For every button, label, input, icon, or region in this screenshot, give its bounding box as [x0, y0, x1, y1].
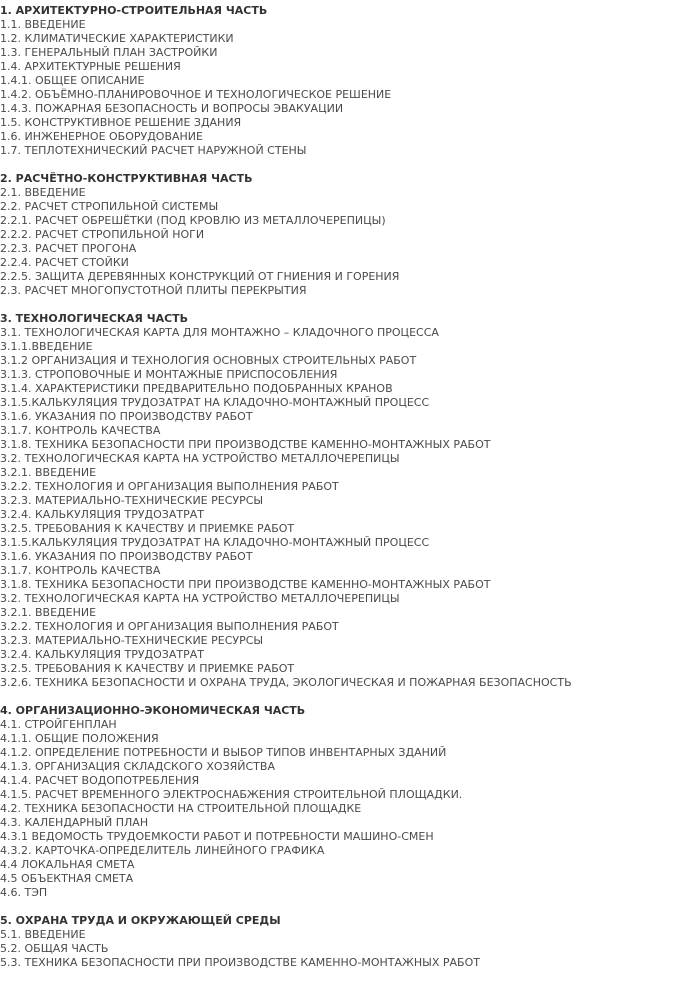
- toc-entry: 2.1. ВВЕДЕНИЕ: [0, 186, 86, 199]
- toc-entry: 2.2.2. РАСЧЕТ СТРОПИЛЬНОЙ НОГИ: [0, 228, 205, 241]
- toc-entry: 3.2.4. КАЛЬКУЛЯЦИЯ ТРУДОЗАТРАТ: [0, 648, 204, 661]
- toc-entry: 3.1.5.КАЛЬКУЛЯЦИЯ ТРУДОЗАТРАТ НА КЛАДОЧНО-МОНТАЖНЫЙ ПРОЦЕСС: [0, 536, 430, 549]
- section-heading: 5. ОХРАНА ТРУДА И ОКРУЖАЮЩЕЙ СРЕДЫ: [0, 914, 281, 927]
- toc-entry: 3.1.7. КОНТРОЛЬ КАЧЕСТВА: [0, 564, 161, 577]
- toc-entry: 4.3. КАЛЕНДАРНЫЙ ПЛАН: [0, 816, 149, 829]
- toc-entry: 1.4. АРХИТЕКТУРНЫЕ РЕШЕНИЯ: [0, 60, 181, 73]
- toc-entry: 4.1. СТРОЙГЕНПЛАН: [0, 718, 117, 731]
- toc-entry: 3.2. ТЕХНОЛОГИЧЕСКАЯ КАРТА НА УСТРОЙСТВО МЕТАЛЛОЧЕРЕПИЦЫ: [0, 592, 400, 605]
- toc-entry: 3.2.6. ТЕХНИКА БЕЗОПАСНОСТИ И ОХРАНА ТРУДА, ЭКОЛОГИЧЕСКАЯ И ПОЖАРНАЯ БЕЗОПАСНОСТЬ: [0, 676, 572, 689]
- toc-section: [0, 4, 700, 158]
- toc-entry: 4.5 ОБЪЕКТНАЯ СМЕТА: [0, 872, 134, 885]
- toc-entry: 1.4.3. ПОЖАРНАЯ БЕЗОПАСНОСТЬ И ВОПРОСЫ ЭВАКУАЦИИ: [0, 102, 344, 115]
- toc-entry: 4.3.2. КАРТОЧКА-ОПРЕДЕЛИТЕЛЬ ЛИНЕЙНОГО ГРАФИКА: [0, 844, 325, 857]
- toc-entry: 1.3. ГЕНЕРАЛЬНЫЙ ПЛАН ЗАСТРОЙКИ: [0, 46, 218, 59]
- toc-entry: 4.1.5. РАСЧЕТ ВРЕМЕННОГО ЭЛЕКТРОСНАБЖЕНИЯ СТРОИТЕЛЬНОЙ ПЛОЩАДКИ.: [0, 788, 463, 801]
- toc-entry: 2.2.3. РАСЧЕТ ПРОГОНА: [0, 242, 137, 255]
- toc-entry: 3.1.6. УКАЗАНИЯ ПО ПРОИЗВОДСТВУ РАБОТ: [0, 410, 253, 423]
- section-heading: 3. ТЕХНОЛОГИЧЕСКАЯ ЧАСТЬ: [0, 312, 189, 325]
- toc-entry: 4.6. ТЭП: [0, 886, 48, 899]
- toc-entry: 3.2.4. КАЛЬКУЛЯЦИЯ ТРУДОЗАТРАТ: [0, 508, 204, 521]
- toc-entry: 3.1.7. КОНТРОЛЬ КАЧЕСТВА: [0, 424, 161, 437]
- toc-entry: 4.1.1. ОБЩИЕ ПОЛОЖЕНИЯ: [0, 732, 159, 745]
- toc-entry: 1.4.1. ОБЩЕЕ ОПИСАНИЕ: [0, 74, 145, 87]
- toc-entry: 4.3.1 ВЕДОМОСТЬ ТРУДОЕМКОСТИ РАБОТ И ПОТРЕБНОСТИ МАШИНО-СМЕН: [0, 830, 434, 843]
- toc-entry: 2.2.5. ЗАЩИТА ДЕРЕВЯННЫХ КОНСТРУКЦИЙ ОТ ГНИЕНИЯ И ГОРЕНИЯ: [0, 270, 400, 283]
- section-heading: 2. РАСЧЁТНО-КОНСТРУКТИВНАЯ ЧАСТЬ: [0, 172, 253, 185]
- toc-entry: 3.1.1.ВВЕДЕНИЕ: [0, 340, 93, 353]
- toc-entry: 3.2.3. МАТЕРИАЛЬНО-ТЕХНИЧЕСКИЕ РЕСУРСЫ: [0, 634, 264, 647]
- section-heading: 4. ОРГАНИЗАЦИОННО-ЭКОНОМИЧЕСКАЯ ЧАСТЬ: [0, 704, 306, 717]
- toc-entry: 3.1.4. ХАРАКТЕРИСТИКИ ПРЕДВАРИТЕЛЬНО ПОДОБРАННЫХ КРАНОВ: [0, 382, 393, 395]
- toc-entry: 4.1.2. ОПРЕДЕЛЕНИЕ ПОТРЕБНОСТИ И ВЫБОР ТИПОВ ИНВЕНТАРНЫХ ЗДАНИЙ: [0, 746, 447, 759]
- toc-section: [0, 312, 700, 690]
- toc-section: [0, 704, 700, 900]
- toc-entry: 1.2. КЛИМАТИЧЕСКИЕ ХАРАКТЕРИСТИКИ: [0, 32, 234, 45]
- toc-entry: 2.2.1. РАСЧЕТ ОБРЕШЁТКИ (ПОД КРОВЛЮ ИЗ МЕТАЛЛОЧЕРЕПИЦЫ): [0, 214, 386, 227]
- toc-entry: 4.2. ТЕХНИКА БЕЗОПАСНОСТИ НА СТРОИТЕЛЬНОЙ ПЛОЩАДКЕ: [0, 802, 362, 815]
- toc-entry: 3.2.3. МАТЕРИАЛЬНО-ТЕХНИЧЕСКИЕ РЕСУРСЫ: [0, 494, 264, 507]
- toc-entry: 5.3. ТЕХНИКА БЕЗОПАСНОСТИ ПРИ ПРОИЗВОДСТВЕ КАМЕННО-МОНТАЖНЫХ РАБОТ: [0, 956, 480, 969]
- toc-entry: 3.1.5.КАЛЬКУЛЯЦИЯ ТРУДОЗАТРАТ НА КЛАДОЧНО-МОНТАЖНЫЙ ПРОЦЕСС: [0, 396, 430, 409]
- toc-section: [0, 914, 700, 970]
- toc-entry: 2.2.4. РАСЧЕТ СТОЙКИ: [0, 256, 129, 269]
- toc-entry: 3.2.2. ТЕХНОЛОГИЯ И ОРГАНИЗАЦИЯ ВЫПОЛНЕНИЯ РАБОТ: [0, 620, 339, 633]
- toc-entry: 3.2.5. ТРЕБОВАНИЯ К КАЧЕСТВУ И ПРИЕМКЕ РАБОТ: [0, 662, 295, 675]
- toc-entry: 3.1.2 ОРГАНИЗАЦИЯ И ТЕХНОЛОГИЯ ОСНОВНЫХ СТРОИТЕЛЬНЫХ РАБОТ: [0, 354, 417, 367]
- toc-entry: 3.2. ТЕХНОЛОГИЧЕСКАЯ КАРТА НА УСТРОЙСТВО МЕТАЛЛОЧЕРЕПИЦЫ: [0, 452, 400, 465]
- table-of-contents: [0, 4, 700, 984]
- toc-entry: 3.2.2. ТЕХНОЛОГИЯ И ОРГАНИЗАЦИЯ ВЫПОЛНЕНИЯ РАБОТ: [0, 480, 339, 493]
- toc-section: [0, 172, 700, 298]
- toc-entry: 2.2. РАСЧЕТ СТРОПИЛЬНОЙ СИСТЕМЫ: [0, 200, 219, 213]
- toc-entry: 3.1.8. ТЕХНИКА БЕЗОПАСНОСТИ ПРИ ПРОИЗВОДСТВЕ КАМЕННО-МОНТАЖНЫХ РАБОТ: [0, 578, 491, 591]
- section-heading: 1. АРХИТЕКТУРНО-СТРОИТЕЛЬНАЯ ЧАСТЬ: [0, 4, 268, 17]
- toc-entry: 1.6. ИНЖЕНЕРНОЕ ОБОРУДОВАНИЕ: [0, 130, 203, 143]
- toc-entry: 1.5. КОНСТРУКТИВНОЕ РЕШЕНИЕ ЗДАНИЯ: [0, 116, 242, 129]
- toc-entry: 3.1.6. УКАЗАНИЯ ПО ПРОИЗВОДСТВУ РАБОТ: [0, 550, 253, 563]
- toc-entry: 2.3. РАСЧЕТ МНОГОПУСТОТНОЙ ПЛИТЫ ПЕРЕКРЫТИЯ: [0, 284, 307, 297]
- toc-entry: 3.1.8. ТЕХНИКА БЕЗОПАСНОСТИ ПРИ ПРОИЗВОДСТВЕ КАМЕННО-МОНТАЖНЫХ РАБОТ: [0, 438, 491, 451]
- toc-entry: 4.1.3. ОРГАНИЗАЦИЯ СКЛАДСКОГО ХОЗЯЙСТВА: [0, 760, 275, 773]
- toc-entry: 4.4 ЛОКАЛЬНАЯ СМЕТА: [0, 858, 135, 871]
- toc-entry: 5.2. ОБЩАЯ ЧАСТЬ: [0, 942, 109, 955]
- toc-entry: 3.1.3. СТРОПОВОЧНЫЕ И МОНТАЖНЫЕ ПРИСПОСОБЛЕНИЯ: [0, 368, 338, 381]
- toc-entry: 4.1.4. РАСЧЕТ ВОДОПОТРЕБЛЕНИЯ: [0, 774, 200, 787]
- toc-entry: 1.1. ВВЕДЕНИЕ: [0, 18, 86, 31]
- toc-entry: 3.1. ТЕХНОЛОГИЧЕСКАЯ КАРТА ДЛЯ МОНТАЖНО – КЛАДОЧНОГО ПРОЦЕССА: [0, 326, 439, 339]
- toc-entry: 3.2.5. ТРЕБОВАНИЯ К КАЧЕСТВУ И ПРИЕМКЕ РАБОТ: [0, 522, 295, 535]
- toc-entry: 1.7. ТЕПЛОТЕХНИЧЕСКИЙ РАСЧЕТ НАРУЖНОЙ СТЕНЫ: [0, 144, 307, 157]
- toc-entry: 1.4.2. ОБЪЁМНО-ПЛАНИРОВОЧНОЕ И ТЕХНОЛОГИЧЕСКОЕ РЕШЕНИЕ: [0, 88, 392, 101]
- toc-entry: 5.1. ВВЕДЕНИЕ: [0, 928, 86, 941]
- toc-entry: 3.2.1. ВВЕДЕНИЕ: [0, 606, 97, 619]
- toc-entry: 3.2.1. ВВЕДЕНИЕ: [0, 466, 97, 479]
